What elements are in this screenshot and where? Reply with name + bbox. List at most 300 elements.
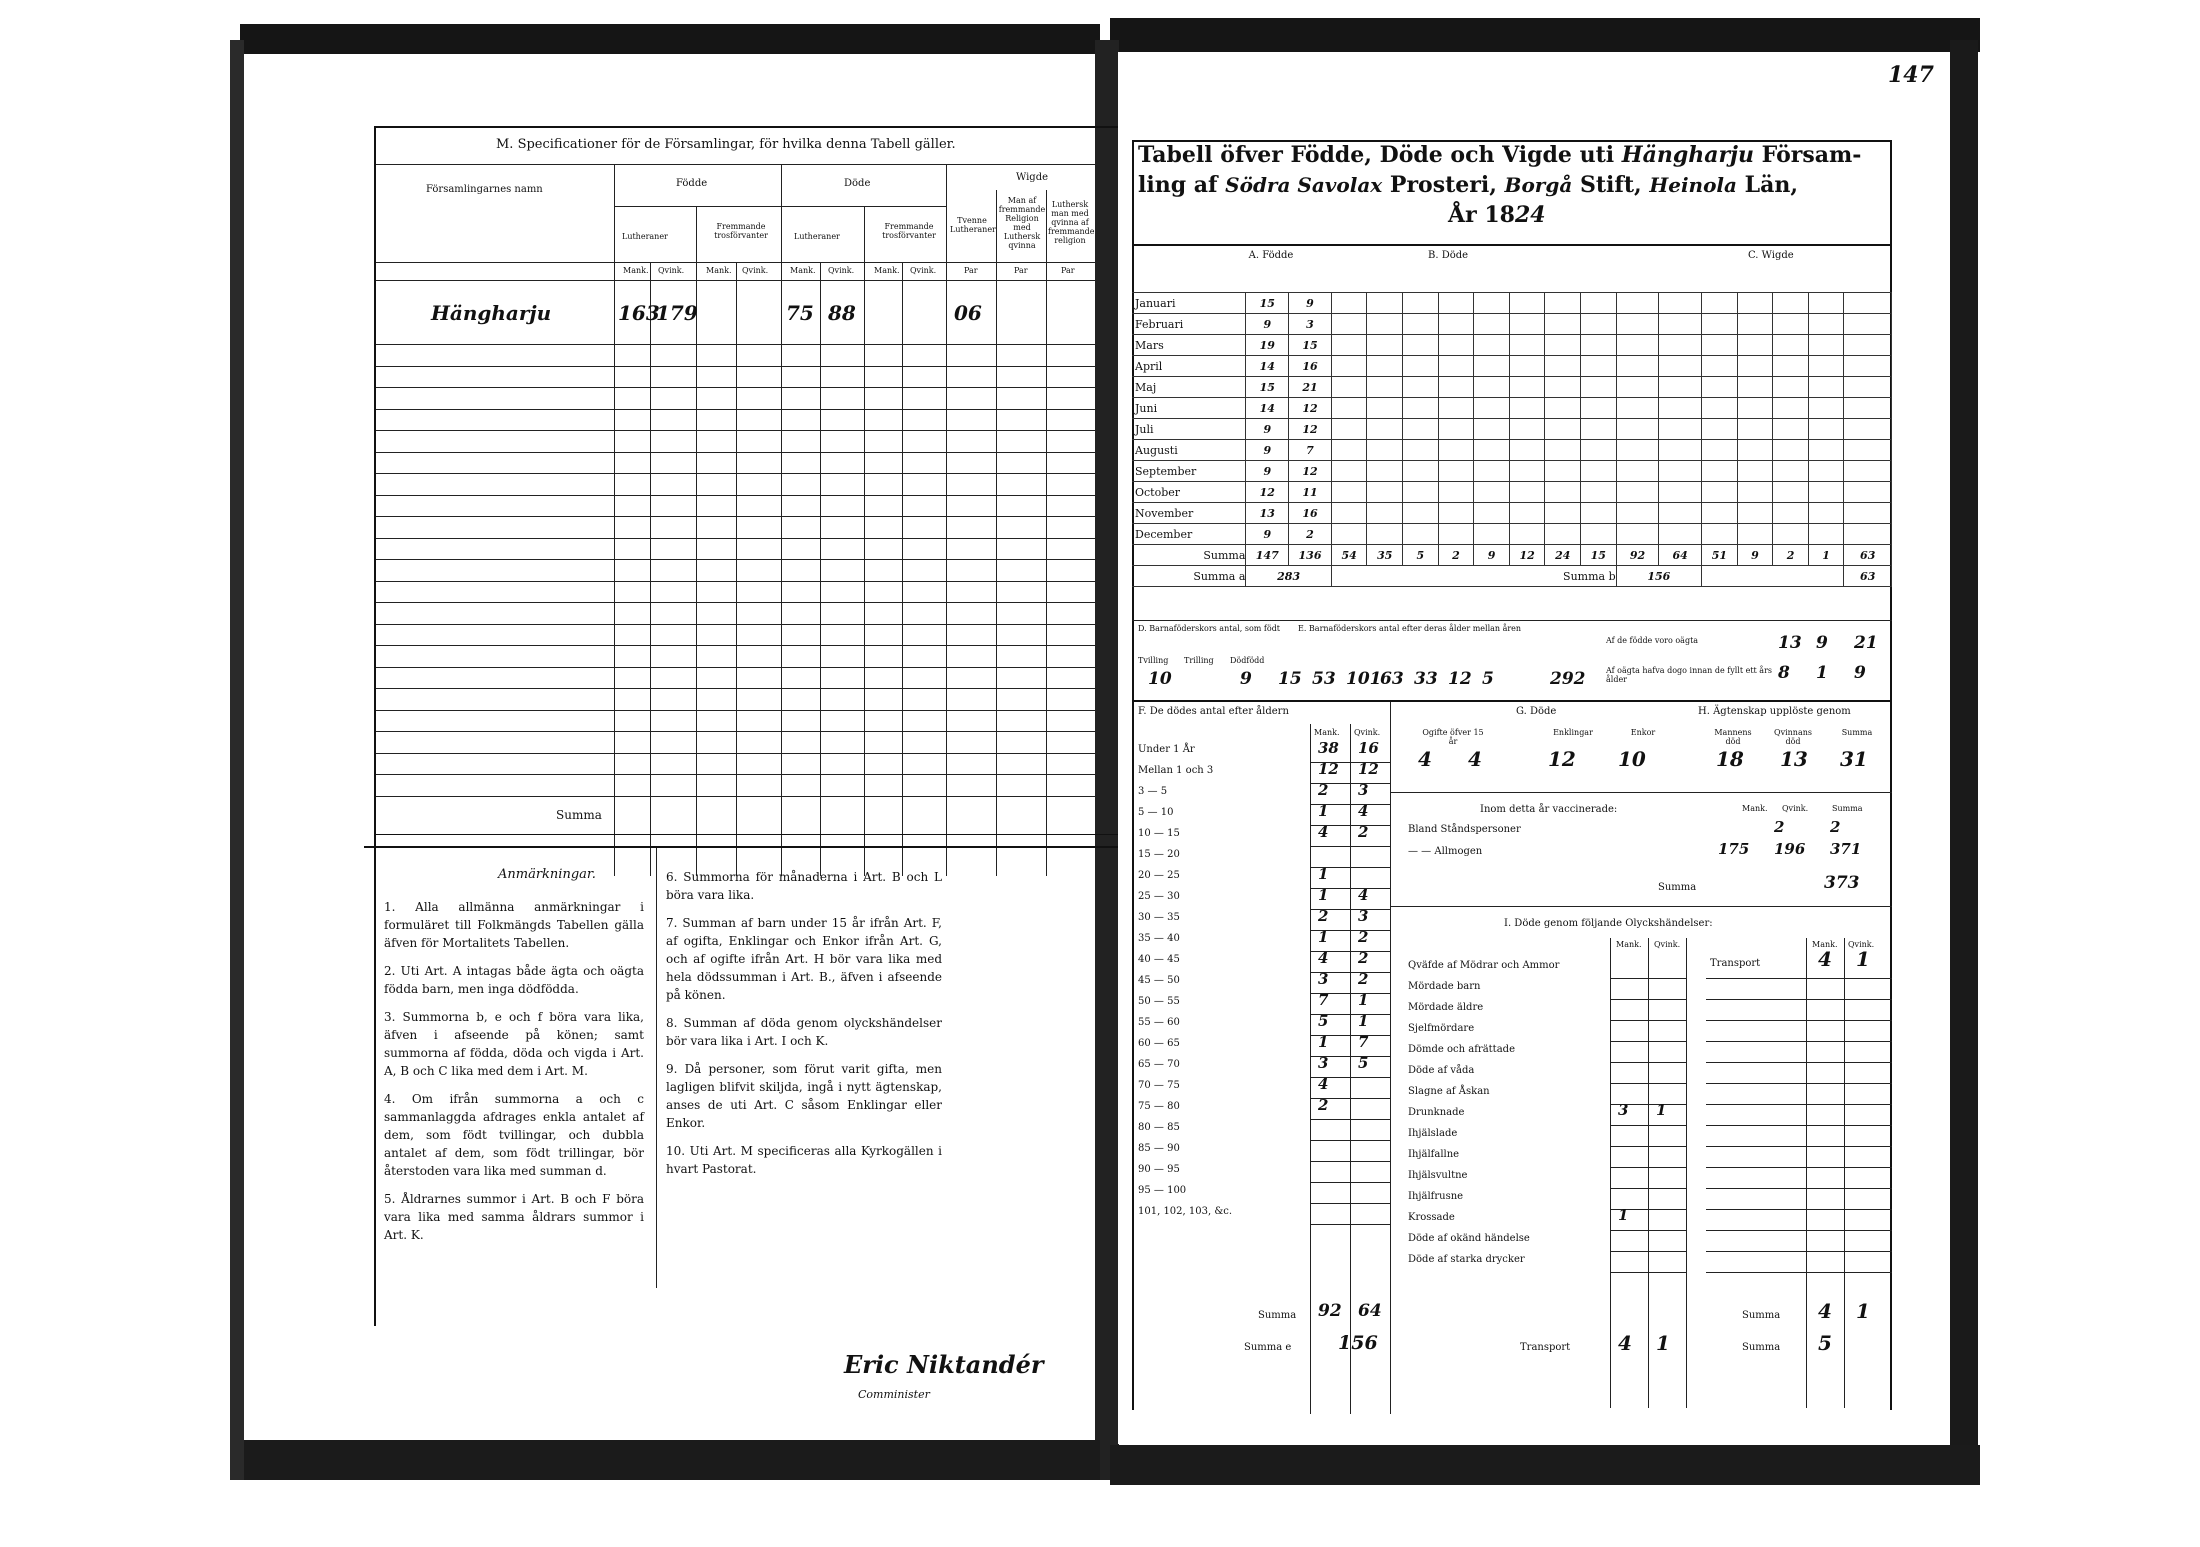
cell	[1737, 335, 1773, 356]
i-col-rule	[1806, 938, 1807, 1408]
left-page-title: M. Specificationer för de Församlingar, för hvilka denna Tabell gäller.	[496, 137, 956, 152]
cell	[1773, 335, 1809, 356]
f-col-rule	[1310, 724, 1311, 1414]
month-row	[1132, 293, 1892, 314]
olycks-rule	[1706, 1083, 1892, 1084]
age-row-rule	[1310, 1140, 1390, 1141]
cell	[1331, 503, 1367, 524]
sec-e-value: 15	[1278, 669, 1302, 689]
summa-e-label: Summa e	[1244, 1342, 1292, 1353]
dode-sum: 2	[1438, 545, 1474, 566]
age-label: 40 — 45	[1138, 954, 1180, 965]
sec-g-header: G. Döde	[1516, 706, 1557, 717]
cell	[1545, 482, 1581, 503]
cell	[1438, 293, 1474, 314]
cell	[1331, 314, 1367, 335]
cell	[1509, 461, 1545, 482]
fodde-qvink: 7	[1289, 440, 1332, 461]
cell	[1773, 377, 1809, 398]
summa-label: Summa	[1132, 545, 1246, 566]
cell	[1659, 503, 1702, 524]
cell	[1737, 377, 1773, 398]
olycks-rule	[1706, 1104, 1892, 1105]
dode-lut-mank: Mank.	[790, 266, 816, 275]
cell	[1702, 482, 1738, 503]
cell	[1702, 566, 1844, 587]
fodde-qvink: 12	[1289, 419, 1332, 440]
age-label: 80 — 85	[1138, 1122, 1180, 1133]
age-mank: 2	[1318, 907, 1329, 925]
f-col-rule	[1390, 702, 1391, 1414]
cell	[1773, 461, 1809, 482]
i-summa-label: Summa	[1742, 1310, 1781, 1321]
cell	[1509, 503, 1545, 524]
cell	[1702, 356, 1738, 377]
cell	[1616, 440, 1659, 461]
sec-e-value: 292	[1550, 669, 1586, 689]
oagta-value-2: 9	[1854, 663, 1866, 683]
cell	[1403, 356, 1439, 377]
age-mank: 1	[1318, 802, 1329, 820]
cell	[1773, 482, 1809, 503]
age-qvink: 4	[1358, 886, 1369, 904]
age-row-rule	[1310, 1224, 1390, 1225]
vacc-mank-header: Mank.	[1742, 804, 1768, 813]
cell	[1509, 377, 1545, 398]
olycks-rule	[1706, 1188, 1892, 1189]
cell	[1367, 335, 1403, 356]
cell	[1581, 440, 1617, 461]
cell	[1545, 293, 1581, 314]
olycks-label: Döde af okänd händelse	[1408, 1233, 1530, 1244]
olycks-mank: 3	[1618, 1101, 1629, 1119]
cell	[1616, 335, 1659, 356]
sec-e-value: 33	[1414, 669, 1438, 689]
fodde-qvink: 2	[1289, 524, 1332, 545]
sec-g-value: 4	[1418, 747, 1432, 771]
cell	[1509, 356, 1545, 377]
olycks-rule	[1610, 1125, 1686, 1126]
month-label: Juli	[1132, 419, 1246, 440]
olycks-rule	[1610, 1272, 1686, 1273]
oagta-value-2: 1	[1816, 663, 1828, 683]
olycks-rule	[1706, 1020, 1892, 1021]
olycks-rule	[1706, 1272, 1892, 1273]
cell	[1844, 461, 1892, 482]
fodde-mank: 15	[1246, 377, 1289, 398]
cell	[1331, 524, 1367, 545]
month-row	[1132, 440, 1892, 461]
note-10: 10. Uti Art. M specificeras alla Kyrkogällen i hvart Pastorat.	[666, 1144, 942, 1176]
summa-f-label: Summa	[1742, 1342, 1781, 1353]
age-mank: 1	[1318, 1033, 1329, 1051]
cell	[1808, 356, 1844, 377]
monthly-table	[1132, 292, 1892, 587]
fodde-qvink: 11	[1289, 482, 1332, 503]
notes-left	[384, 898, 644, 1254]
title-line3: År 1824	[1448, 202, 1546, 228]
cell	[1509, 314, 1545, 335]
olycks-rule	[1706, 1146, 1892, 1147]
age-label: 5 — 10	[1138, 807, 1174, 818]
vacc-value: 2	[1774, 818, 1785, 836]
olycks-label: Mördade barn	[1408, 981, 1481, 992]
olycks-label: Dömde och afrättade	[1408, 1044, 1515, 1055]
cell	[1581, 335, 1617, 356]
summa-f: 5	[1818, 1331, 1832, 1355]
parish-fodde-qvink: 179	[656, 301, 698, 325]
olycks-rule	[1610, 1146, 1686, 1147]
cell	[1844, 524, 1892, 545]
olycks-label: Sjelfmördare	[1408, 1023, 1475, 1034]
cell	[1474, 398, 1510, 419]
age-mank: 4	[1318, 1075, 1329, 1093]
cell	[1702, 440, 1738, 461]
cell	[1737, 314, 1773, 335]
sec-h-value: 18	[1716, 747, 1744, 771]
month-label: Juni	[1132, 398, 1246, 419]
vacc-summa-header: Summa	[1832, 804, 1863, 813]
summa-e: 156	[1338, 1332, 1378, 1354]
book-gutter	[1095, 40, 1119, 1480]
vacc-value: 175	[1718, 840, 1750, 858]
age-mank: 5	[1318, 1012, 1329, 1030]
cell	[1367, 524, 1403, 545]
olycks-label: Qväfde af Mödrar och Ammor	[1408, 960, 1560, 971]
cell	[1403, 398, 1439, 419]
olycks-rule	[1610, 1251, 1686, 1252]
age-label: 50 — 55	[1138, 996, 1180, 1007]
summa-a: 283	[1246, 566, 1331, 587]
title-stift: Borgå	[1504, 173, 1573, 197]
signature-title: Comminister	[858, 1388, 930, 1401]
cell	[1331, 461, 1367, 482]
cell	[1438, 377, 1474, 398]
wigde-sum: 51	[1702, 545, 1738, 566]
dode-sum: 9	[1474, 545, 1510, 566]
i-col-rule	[1686, 938, 1687, 1408]
cell	[1844, 356, 1892, 377]
f-mank-header: Mank.	[1314, 728, 1340, 737]
fodde-lut-qvink: Qvink.	[658, 266, 685, 275]
cell	[1403, 503, 1439, 524]
i-mank-header: Mank.	[1616, 940, 1642, 949]
dode-lut-qvink: Qvink.	[828, 266, 855, 275]
book-edge-bottom-left	[240, 1440, 1100, 1480]
cell	[1581, 398, 1617, 419]
age-qvink: 3	[1358, 907, 1369, 925]
sec-h-value: 13	[1780, 747, 1808, 771]
book-edge-bottom-right	[1110, 1445, 1980, 1485]
summa-b-label: Summa b	[1331, 566, 1616, 587]
cell	[1474, 293, 1510, 314]
cell	[1403, 482, 1439, 503]
cell	[1403, 440, 1439, 461]
fodde-mank: 12	[1246, 482, 1289, 503]
cell	[1808, 482, 1844, 503]
cell	[1581, 377, 1617, 398]
cell	[1737, 482, 1773, 503]
age-label: 90 — 95	[1138, 1164, 1180, 1175]
cell	[1659, 293, 1702, 314]
cell	[1331, 293, 1367, 314]
cell	[1773, 356, 1809, 377]
month-row	[1132, 461, 1892, 482]
cell	[1702, 503, 1738, 524]
cell	[1773, 524, 1809, 545]
fodde-mank: 9	[1246, 461, 1289, 482]
cell	[1331, 440, 1367, 461]
cell	[1808, 503, 1844, 524]
cell	[1438, 482, 1474, 503]
cell	[1616, 398, 1659, 419]
parish-name: Hängharju	[431, 301, 552, 325]
cell	[1367, 440, 1403, 461]
age-qvink: 16	[1358, 739, 1379, 757]
cell	[1581, 482, 1617, 503]
age-label: 85 — 90	[1138, 1143, 1180, 1154]
cell	[1737, 356, 1773, 377]
month-label: April	[1132, 356, 1246, 377]
olycks-label: Ihjälsvultne	[1408, 1170, 1468, 1181]
fodde-qvink: 16	[1289, 503, 1332, 524]
age-qvink: 4	[1358, 802, 1369, 820]
month-label: Augusti	[1132, 440, 1246, 461]
fodde-mank: 19	[1246, 335, 1289, 356]
cell	[1773, 293, 1809, 314]
age-label: 35 — 40	[1138, 933, 1180, 944]
age-mank: 1	[1318, 928, 1329, 946]
page-number: 147	[1888, 62, 1934, 88]
title-year: 24	[1514, 202, 1546, 228]
transport-bottom-qvink: 1	[1656, 1331, 1670, 1355]
dode-sum: 35	[1367, 545, 1403, 566]
sec-h-header: H. Ägtenskap upplöste genom	[1698, 706, 1851, 717]
fodde-lutheraner-header: Lutheraner	[622, 232, 668, 241]
sec-g-value: 4	[1468, 747, 1482, 771]
olycks-rule	[1706, 1209, 1892, 1210]
cell	[1367, 482, 1403, 503]
cell	[1367, 293, 1403, 314]
f-summa-mank: 92	[1318, 1301, 1342, 1321]
age-label: 95 — 100	[1138, 1185, 1187, 1196]
olycks-rule	[1610, 1167, 1686, 1168]
age-mank: 38	[1318, 739, 1339, 757]
i-summa-qvink: 1	[1856, 1299, 1870, 1323]
oagta-value-1: 9	[1816, 633, 1828, 653]
age-qvink: 2	[1358, 928, 1369, 946]
age-row-rule	[1310, 1182, 1390, 1183]
month-row	[1132, 482, 1892, 503]
month-label: Februari	[1132, 314, 1246, 335]
olycks-label: Ihjälfrusne	[1408, 1191, 1464, 1202]
olycks-rule	[1706, 978, 1892, 979]
fodde-qvink: 21	[1289, 377, 1332, 398]
sec-g-col: Enkor	[1630, 728, 1656, 737]
dode-fremmande-header: Fremmande trosförvanter	[882, 222, 936, 240]
wigde-par-3: Par	[1061, 266, 1075, 275]
cell	[1702, 461, 1738, 482]
age-qvink: 3	[1358, 781, 1369, 799]
age-mank: 2	[1318, 781, 1329, 799]
f-summa-label: Summa	[1258, 1310, 1297, 1321]
fodde-mank: 9	[1246, 314, 1289, 335]
wigde-par-2: Par	[1014, 266, 1028, 275]
title-lan: Heinola	[1649, 173, 1737, 197]
signature: Eric Niktandér	[844, 1350, 1044, 1379]
notes-title: Anmärkningar.	[498, 867, 596, 882]
olycks-label: Mördade äldre	[1408, 1002, 1484, 1013]
cell	[1474, 482, 1510, 503]
note-7: 7. Summan af barn under 15 år ifrån Art. F, af ogifta, Enklingar och Enkor ifrån Art. G, och af ogifte ifrån Art. H bör vara lika med hela dödssumman i Art. B., äfven i afseende på könen.	[666, 916, 942, 1002]
i-summa-mank: 4	[1818, 1299, 1832, 1323]
cell	[1331, 377, 1367, 398]
cell	[1438, 314, 1474, 335]
cell	[1737, 524, 1773, 545]
cell	[1737, 293, 1773, 314]
spec-summa-label: Summa	[556, 808, 602, 822]
cell	[1581, 356, 1617, 377]
cell	[1403, 419, 1439, 440]
cell	[1844, 419, 1892, 440]
age-label: Mellan 1 och 3	[1138, 765, 1214, 776]
fodde-mank: 9	[1246, 440, 1289, 461]
cell	[1702, 524, 1738, 545]
cell	[1509, 335, 1545, 356]
cell	[1659, 440, 1702, 461]
month-row	[1132, 314, 1892, 335]
fodde-qvink: 3	[1289, 314, 1332, 335]
wigde-total: 63	[1844, 566, 1892, 587]
summa-a-label: Summa a	[1132, 566, 1246, 587]
cell	[1844, 503, 1892, 524]
sec-e-value: 101	[1346, 669, 1382, 689]
month-label: December	[1132, 524, 1246, 545]
fodde-mank: 9	[1246, 419, 1289, 440]
cell	[1808, 524, 1844, 545]
fodde-frem-mank: Mank.	[706, 266, 732, 275]
fodde-frem-qvink: Qvink.	[742, 266, 769, 275]
cell	[1659, 461, 1702, 482]
cell	[1438, 356, 1474, 377]
age-label: 20 — 25	[1138, 870, 1180, 881]
age-label: 75 — 80	[1138, 1101, 1180, 1112]
olycks-label: Drunknade	[1408, 1107, 1465, 1118]
sec-e-value: 5	[1482, 669, 1494, 689]
cell	[1438, 503, 1474, 524]
notes-right	[666, 868, 942, 1188]
age-row-rule	[1310, 1203, 1390, 1204]
olycks-rule	[1706, 1251, 1892, 1252]
title-line2: ling af Södra Savolax Prosteri, Borgå Stift, Heinola Län,	[1138, 172, 1799, 198]
wigde-sum: 9	[1737, 545, 1773, 566]
fodde-qvink: 15	[1289, 335, 1332, 356]
fodde-mank: 14	[1246, 356, 1289, 377]
cell	[1367, 419, 1403, 440]
sec-h-col: Mannens död	[1714, 728, 1752, 746]
wigde-sum: 1	[1808, 545, 1844, 566]
sec-i-header: I. Döde genom följande Olyckshändelser:	[1504, 918, 1713, 929]
cell	[1616, 461, 1659, 482]
cell	[1808, 419, 1844, 440]
cell	[1659, 398, 1702, 419]
vacc-row-label: Bland Ståndspersoner	[1408, 824, 1521, 835]
cell	[1702, 377, 1738, 398]
cell	[1808, 293, 1844, 314]
sec-h-value: 31	[1840, 747, 1868, 771]
sec-d-header: D. Barnaföderskors antal, som födt	[1138, 624, 1281, 633]
olycks-label: Slagne af Åskan	[1408, 1086, 1490, 1097]
cell	[1438, 524, 1474, 545]
fodde-sum-qvink: 136	[1289, 545, 1332, 566]
fodde-fremmande-header: Fremmande trosförvanter	[714, 222, 768, 240]
age-label: 55 — 60	[1138, 1017, 1180, 1028]
cell	[1702, 314, 1738, 335]
cell	[1737, 461, 1773, 482]
cell	[1702, 335, 1738, 356]
cell	[1616, 293, 1659, 314]
cell	[1403, 524, 1439, 545]
age-qvink: 7	[1358, 1033, 1369, 1051]
sec-d-col: Tvilling	[1138, 656, 1169, 665]
title-line1: Tabell öfver Födde, Döde och Vigde uti Hängharju Försam-	[1138, 142, 1862, 168]
dode-sum: 15	[1581, 545, 1617, 566]
olycks-rule	[1610, 1230, 1686, 1231]
month-row	[1132, 524, 1892, 545]
age-label: Under 1 År	[1138, 744, 1195, 755]
cell	[1616, 503, 1659, 524]
cell	[1659, 356, 1702, 377]
cell	[1844, 335, 1892, 356]
sec-d-value: 10	[1148, 669, 1172, 689]
book-edge-top-left	[240, 24, 1100, 54]
cell	[1581, 293, 1617, 314]
vacc-summa-label: Summa	[1658, 882, 1697, 893]
cell	[1737, 419, 1773, 440]
cell	[1616, 482, 1659, 503]
title-prosteri: Södra Savolax	[1225, 173, 1383, 197]
cell	[1367, 398, 1403, 419]
cell	[1737, 503, 1773, 524]
age-label: 65 — 70	[1138, 1059, 1180, 1070]
cell	[1773, 440, 1809, 461]
dode-sum: 5	[1403, 545, 1439, 566]
olycks-rule	[1706, 1230, 1892, 1231]
book-edge-top-right	[1110, 18, 1980, 52]
cell	[1773, 419, 1809, 440]
sec-e-value: 63	[1380, 669, 1404, 689]
fodde-qvink: 12	[1289, 461, 1332, 482]
age-qvink: 1	[1358, 991, 1369, 1009]
age-qvink: 2	[1358, 970, 1369, 988]
cell	[1545, 335, 1581, 356]
age-qvink: 5	[1358, 1054, 1369, 1072]
cell	[1474, 461, 1510, 482]
parish-dode-mank: 75	[786, 301, 814, 325]
fodde-mank: 14	[1246, 398, 1289, 419]
i-col-rule	[1648, 938, 1649, 1408]
age-label: 60 — 65	[1138, 1038, 1180, 1049]
dode-frem-qvink: Qvink.	[910, 266, 937, 275]
sec-g-value: 10	[1618, 747, 1646, 771]
fodde-col-header: Födde	[676, 178, 708, 189]
dode-sum: 64	[1659, 545, 1702, 566]
cell	[1545, 461, 1581, 482]
age-mank: 1	[1318, 865, 1329, 883]
cell	[1581, 419, 1617, 440]
cell	[1545, 377, 1581, 398]
cell	[1773, 503, 1809, 524]
